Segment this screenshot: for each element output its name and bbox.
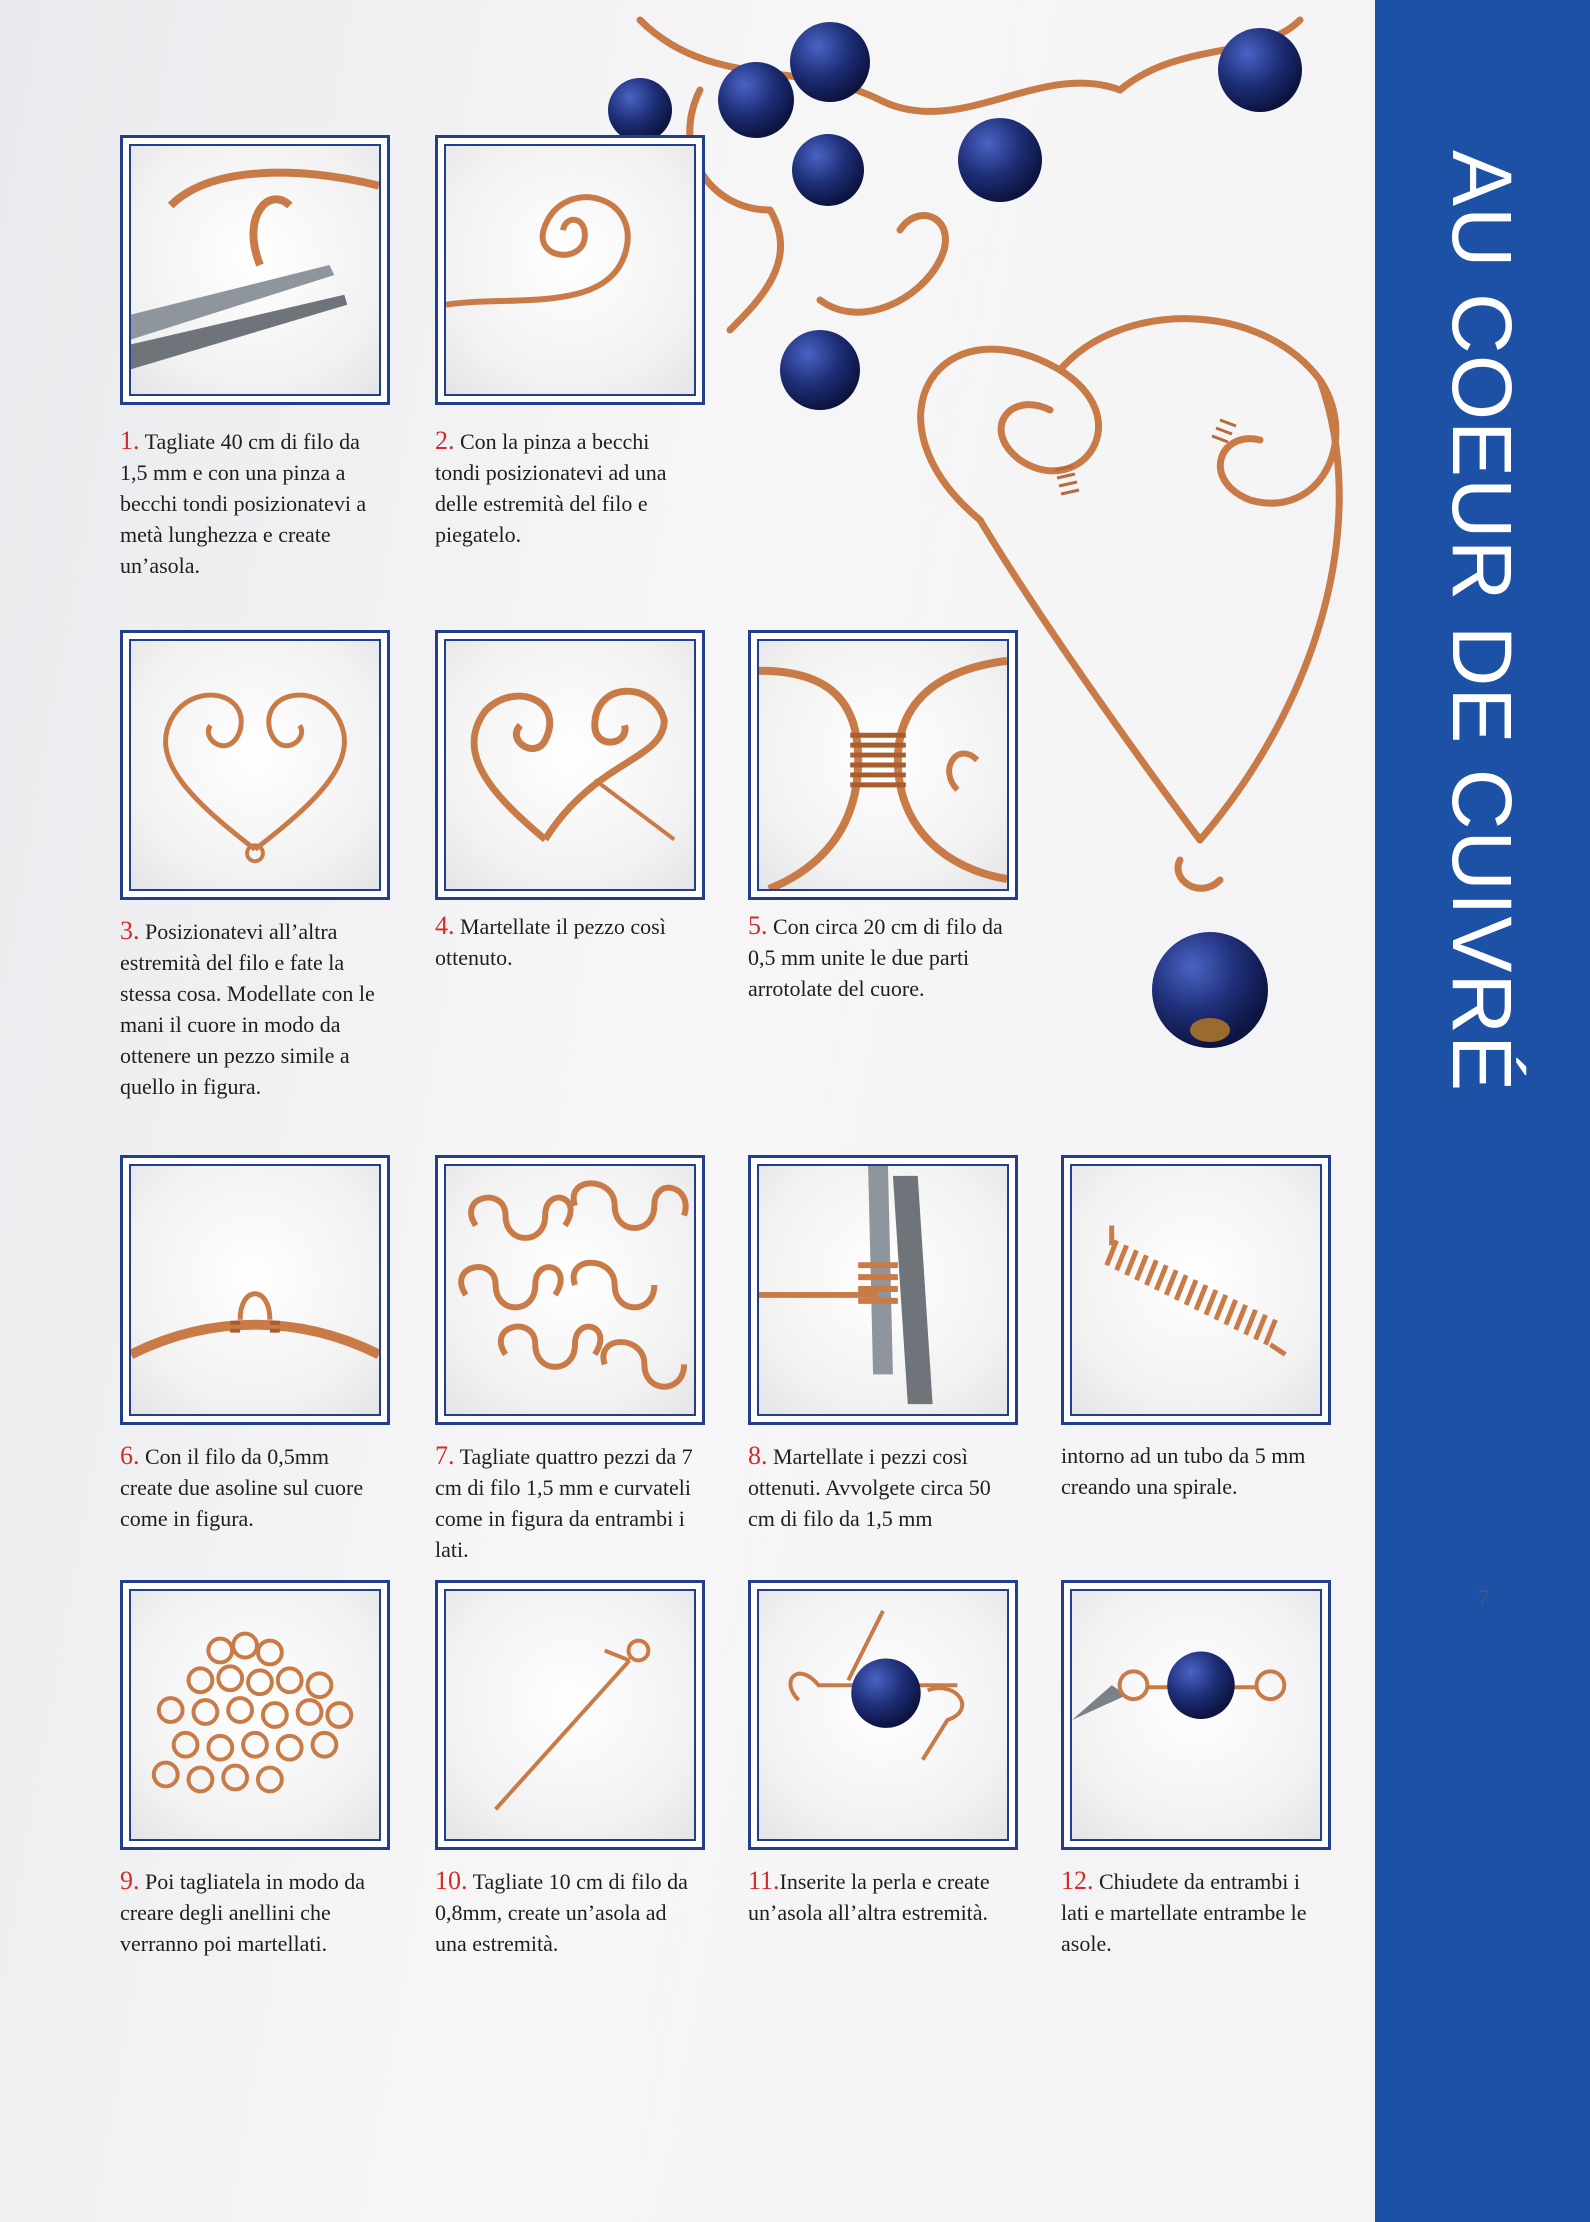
wire-loops-icon: [131, 1166, 379, 1414]
step-9-caption: 9. Poi tagliatela in modo da creare degli anellini che verranno poi martellati.: [120, 1866, 365, 1956]
wire-spiral-icon: [446, 146, 694, 394]
sidebar: [1375, 0, 1590, 2222]
wire-heart-icon: [131, 641, 379, 889]
hammered-heart-icon: [446, 641, 694, 889]
step-2-caption: 2. Con la pinza a becchi tondi posizionatevi ad una delle estremità del filo e piegatelo.: [435, 426, 667, 547]
step-12-caption: 12. Chiudete da entrambi i lati e martellate entrambe le asole.: [1061, 1866, 1307, 1956]
coiling-pliers-icon: [759, 1166, 1007, 1414]
step-4-photo: [435, 630, 705, 900]
step-2-photo: [435, 135, 705, 405]
step-11-caption: 11.Inserite la perla e create un’asola all’altra estremità.: [748, 1866, 990, 1925]
step-9-photo: [120, 1580, 390, 1850]
step-8-continued-caption: intorno ad un tubo da 5 mm creando una spirale.: [1061, 1443, 1306, 1499]
page-number: 7: [1478, 1585, 1489, 1610]
bead-link-icon: [759, 1591, 1007, 1839]
step-5-caption: 5. Con circa 20 cm di filo da 0,5 mm unite le due parti arrotolate del cuore.: [748, 911, 1003, 1001]
wrapped-join-icon: [759, 641, 1007, 889]
step-6-photo: [120, 1155, 390, 1425]
eye-pin-icon: [446, 1591, 694, 1839]
step-3-photo: [120, 630, 390, 900]
closed-bead-link-icon: [1072, 1591, 1320, 1839]
step-10-photo: [435, 1580, 705, 1850]
coil-spiral-icon: [1072, 1166, 1320, 1414]
step-6-caption: 6. Con il filo da 0,5mm create due asoline sul cuore come in figura.: [120, 1441, 364, 1531]
s-links-icon: [446, 1166, 694, 1414]
step-11-photo: [748, 1580, 1018, 1850]
jump-rings-icon: [131, 1591, 379, 1839]
step-5-photo: [748, 630, 1018, 900]
sidebar-title: AU COEUR DE CUIVRÉ: [1435, 150, 1529, 1093]
step-12-photo: [1061, 1580, 1331, 1850]
step-8-photo: [748, 1155, 1018, 1425]
step-8b-photo: [1061, 1155, 1331, 1425]
step-3-caption: 3. Posizionatevi all’altra estremità del filo e fate la stessa cosa. Modellate con le mani il cuore in modo da ottenere un pezzo simile a quello in figura.: [120, 916, 375, 1099]
step-10-caption: 10. Tagliate 10 cm di filo da 0,8mm, create un’asola ad una estremità.: [435, 1866, 688, 1956]
step-7-photo: [435, 1155, 705, 1425]
step-7-caption: 7. Tagliate quattro pezzi da 7 cm di filo 1,5 mm e curvateli come in figura da entrambi i lati.: [435, 1441, 693, 1562]
pliers-loop-icon: [131, 146, 379, 394]
step-1-photo: [120, 135, 390, 405]
step-4-caption: 4. Martellate il pezzo così ottenuto.: [435, 911, 666, 970]
step-8-caption: 8. Martellate i pezzi così ottenuti. Avvolgete circa 50 cm di filo da 1,5 mm: [748, 1441, 991, 1531]
step-1-caption: 1. Tagliate 40 cm di filo da 1,5 mm e con una pinza a becchi tondi posizionatevi a metà lunghezza e create un’asola.: [120, 426, 367, 578]
